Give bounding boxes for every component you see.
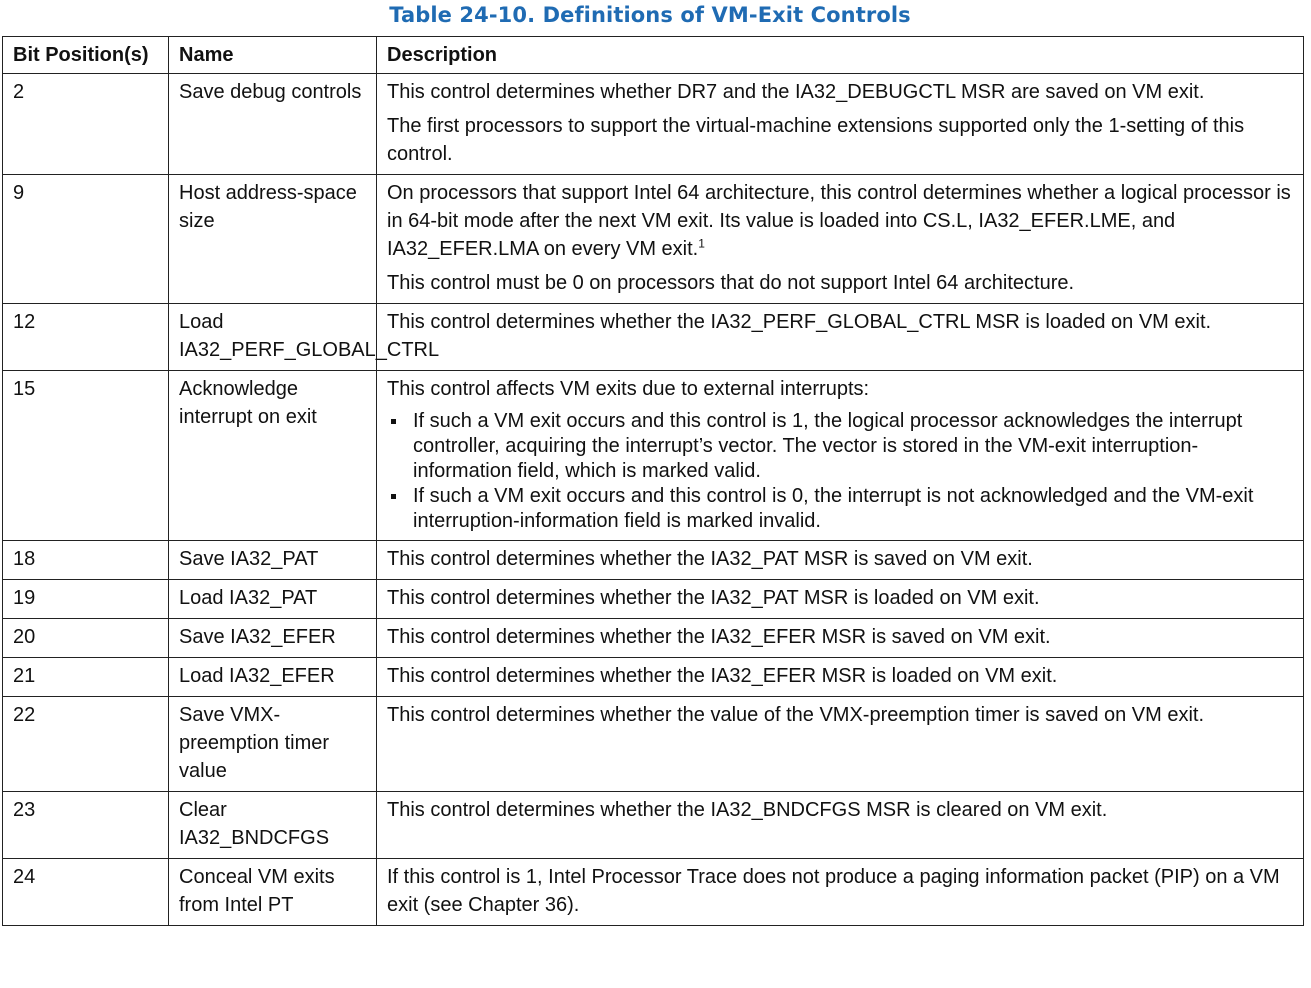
bit-position-cell: 19 <box>3 580 169 619</box>
bit-position-cell: 12 <box>3 304 169 371</box>
table-header-row <box>3 37 1304 74</box>
table-row <box>3 859 1304 926</box>
table-title: Table 24-10. Definitions of VM-Exit Controls <box>389 3 911 27</box>
description-paragraph <box>387 179 1295 263</box>
bit-position-cell: 9 <box>3 175 169 304</box>
header-name: Name <box>169 37 377 74</box>
description-text: On processors that support Intel 64 architecture, this control determines whether a logical processor is in 64-bit mode after the next VM exit. Its value is loaded into CS.L, IA32_EFER.LME, and IA32_EFER.LMA on every VM exit. <box>387 182 1291 260</box>
table-row <box>3 371 1304 541</box>
control-name-cell: Conceal VM exits from Intel PT <box>169 859 377 926</box>
description-text: This control determines whether the value of the VMX-preemption timer is saved on VM exit. <box>387 704 1205 726</box>
description-text: The first processors to support the virtual-machine extensions supported only the 1-setting of this control. <box>387 115 1245 165</box>
table-row <box>3 697 1304 792</box>
description-paragraph <box>387 662 1295 690</box>
description-cell <box>377 697 1304 792</box>
bit-position-cell: 24 <box>3 859 169 926</box>
description-text: This control determines whether the IA32_PAT MSR is loaded on VM exit. <box>387 587 1040 609</box>
description-text: This control affects VM exits due to external interrupts: <box>387 378 870 400</box>
table-body <box>3 74 1304 926</box>
bit-position-cell: 15 <box>3 371 169 541</box>
control-name-cell: Save debug controls <box>169 74 377 175</box>
description-cell <box>377 859 1304 926</box>
description-text: This control determines whether DR7 and the IA32_DEBUGCTL MSR are saved on VM exit. <box>387 81 1205 103</box>
footnote-marker: 1 <box>698 236 705 251</box>
table-row <box>3 580 1304 619</box>
bullet-item: If such a VM exit occurs and this control is 1, the logical processor acknowledges the interrupt controller, acquiring the interrupt’s vector. The vector is stored in the VM-exit interruption-information field, which is marked valid. <box>387 409 1295 484</box>
control-name-cell: Save IA32_EFER <box>169 619 377 658</box>
description-paragraph <box>387 584 1295 612</box>
control-name-cell: Acknowledge interrupt on exit <box>169 371 377 541</box>
table-row <box>3 304 1304 371</box>
description-text: This control determines whether the IA32_PAT MSR is saved on VM exit. <box>387 548 1033 570</box>
description-cell <box>377 74 1304 175</box>
description-cell <box>377 580 1304 619</box>
description-cell <box>377 371 1304 541</box>
table-row <box>3 175 1304 304</box>
control-name-cell: Load IA32_PAT <box>169 580 377 619</box>
header-description: Description <box>377 37 1304 74</box>
description-paragraph <box>387 863 1295 919</box>
description-paragraph <box>387 701 1295 729</box>
control-name-cell: Save VMX-preemption timer value <box>169 697 377 792</box>
table-row <box>3 792 1304 859</box>
control-name-cell: Clear IA32_BNDCFGS <box>169 792 377 859</box>
bit-position-cell: 23 <box>3 792 169 859</box>
description-cell <box>377 619 1304 658</box>
description-text: This control determines whether the IA32_EFER MSR is saved on VM exit. <box>387 626 1051 648</box>
bit-position-cell: 22 <box>3 697 169 792</box>
bullet-list <box>387 409 1295 534</box>
table-row <box>3 74 1304 175</box>
bullet-item: If such a VM exit occurs and this control is 0, the interrupt is not acknowledged and the VM-exit interruption-information field is marked invalid. <box>387 484 1295 534</box>
description-paragraph <box>387 308 1295 336</box>
bit-position-cell: 20 <box>3 619 169 658</box>
description-text: If this control is 1, Intel Processor Trace does not produce a paging information packet (PIP) on a VM exit (see Chapter 36). <box>387 866 1280 916</box>
description-paragraph <box>387 796 1295 824</box>
table-row <box>3 541 1304 580</box>
description-text: This control determines whether the IA32_EFER MSR is loaded on VM exit. <box>387 665 1058 687</box>
description-text: This control must be 0 on processors that do not support Intel 64 architecture. <box>387 272 1075 294</box>
table-row <box>3 619 1304 658</box>
header-bit-position: Bit Position(s) <box>3 37 169 74</box>
description-cell <box>377 304 1304 371</box>
control-name-cell: Host address-space size <box>169 175 377 304</box>
description-paragraph <box>387 112 1295 168</box>
control-name-cell: Load IA32_EFER <box>169 658 377 697</box>
bit-position-cell: 18 <box>3 541 169 580</box>
bit-position-cell: 2 <box>3 74 169 175</box>
description-cell <box>377 792 1304 859</box>
description-cell <box>377 541 1304 580</box>
description-paragraph <box>387 78 1295 106</box>
description-paragraph <box>387 623 1295 651</box>
control-name-cell: Save IA32_PAT <box>169 541 377 580</box>
description-paragraph <box>387 545 1295 573</box>
description-paragraph <box>387 375 1295 403</box>
table-row <box>3 658 1304 697</box>
control-name-cell: Load IA32_PERF_GLOBAL_CTRL <box>169 304 377 371</box>
description-text: This control determines whether the IA32_PERF_GLOBAL_CTRL MSR is loaded on VM exit. <box>387 311 1212 333</box>
description-cell <box>377 175 1304 304</box>
description-text: This control determines whether the IA32_BNDCFGS MSR is cleared on VM exit. <box>387 799 1108 821</box>
bit-position-cell: 21 <box>3 658 169 697</box>
description-paragraph <box>387 269 1295 297</box>
vm-exit-controls-table <box>2 36 1304 926</box>
description-cell <box>377 658 1304 697</box>
